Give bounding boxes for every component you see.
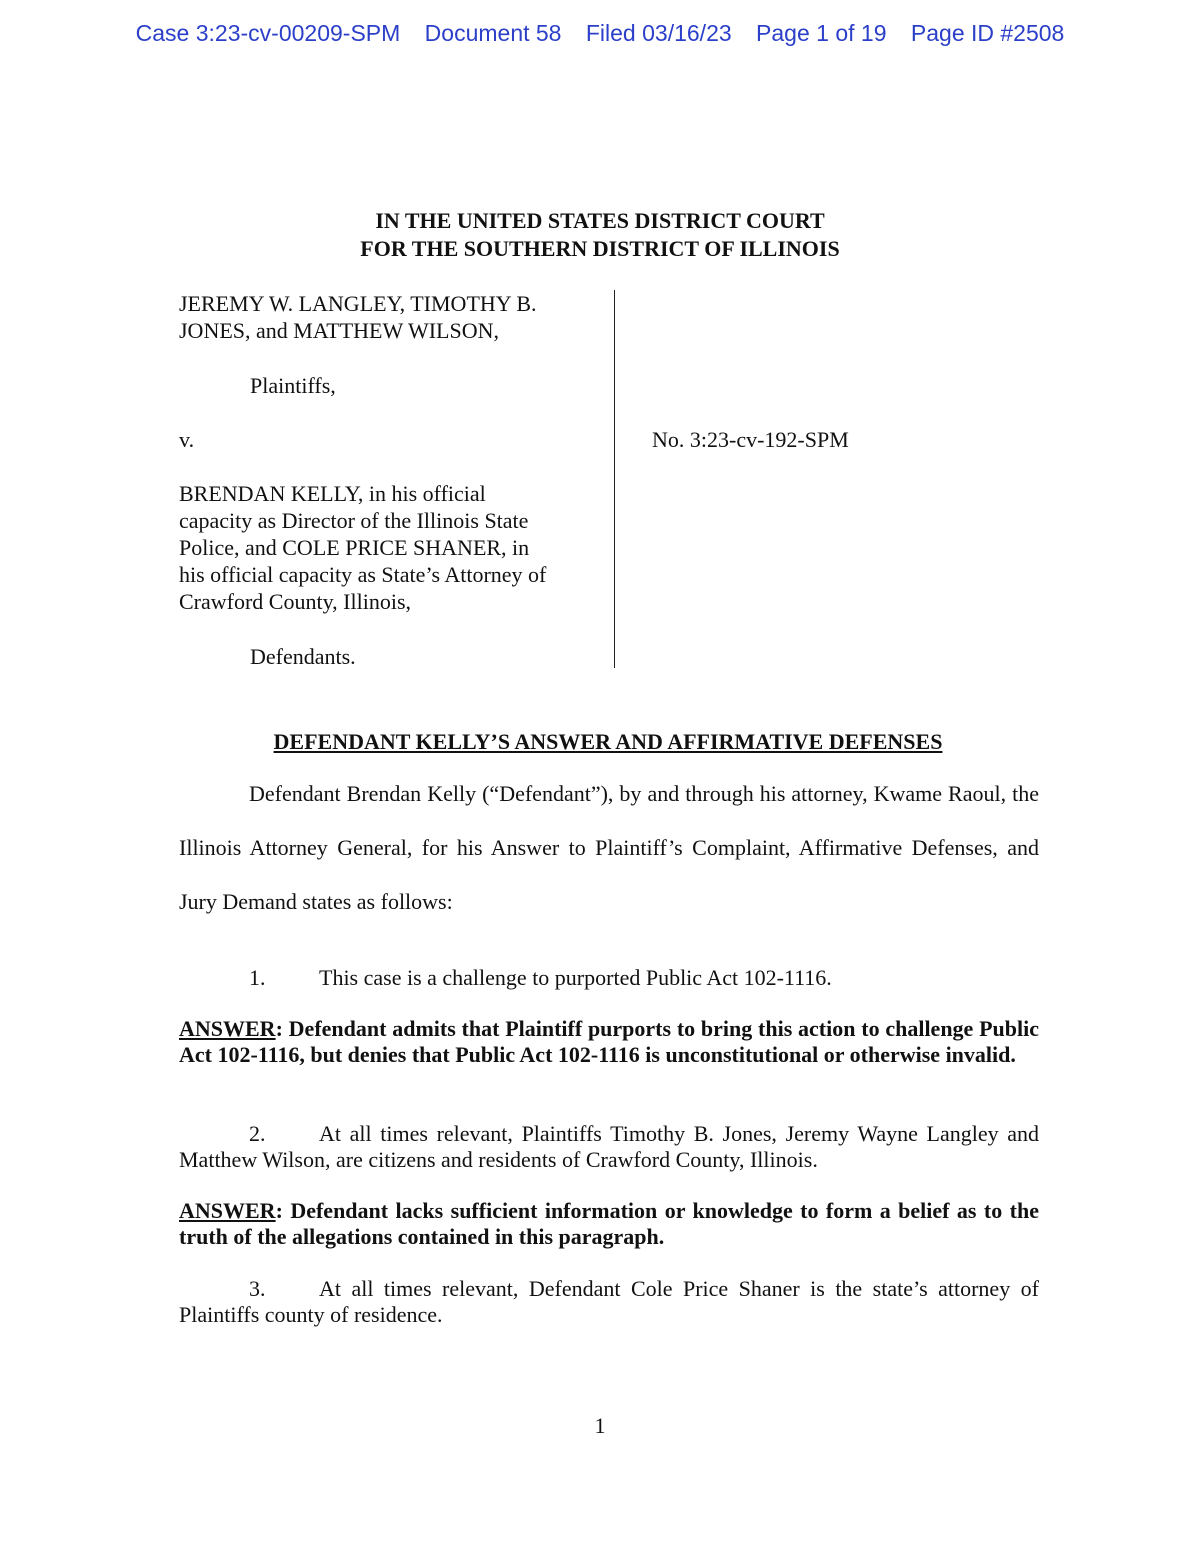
court-line-1: IN THE UNITED STATES DISTRICT COURT: [375, 208, 825, 233]
paragraph-3-text: At all times relevant, Defendant Cole Price Shaner is the state’s attorney of Plaintiffs county of residence.: [179, 1276, 1039, 1327]
answer-2: [179, 1198, 1039, 1250]
header-page-id: Page ID #2508: [910, 20, 1065, 46]
paragraph-2: [179, 1121, 1039, 1173]
caption-divider: [614, 290, 615, 668]
paragraph-3-number: 3.: [249, 1276, 266, 1301]
answer-1-label: ANSWER: [179, 1016, 276, 1041]
court-line-2: FOR THE SOUTHERN DISTRICT OF ILLINOIS: [360, 236, 840, 261]
answer-1: [179, 1016, 1039, 1068]
defendants-line-3: Police, and COLE PRICE SHANER, in: [179, 535, 530, 560]
defendants-names: [179, 480, 584, 615]
defendants-line-1: BRENDAN KELLY, in his official: [179, 481, 486, 506]
paragraph-2-text: At all times relevant, Plaintiffs Timothy B. Jones, Jeremy Wayne Langley and Matthew Wilson, are citizens and residents of Crawford County, Illinois.: [179, 1121, 1039, 1172]
defendants-line-5: Crawford County, Illinois,: [179, 589, 411, 614]
header-case-number: Case 3:23-cv-00209-SPM: [135, 20, 401, 46]
defendants-line-2: capacity as Director of the Illinois State: [179, 508, 529, 533]
plaintiffs-line-2: JONES, and MATTHEW WILSON,: [179, 318, 499, 343]
answer-2-label: ANSWER: [179, 1198, 276, 1223]
ecf-header: [0, 20, 1200, 47]
defendants-label: Defendants.: [250, 644, 356, 669]
header-filed-date: Filed 03/16/23: [585, 20, 732, 46]
answer-2-text: : Defendant lacks sufficient information or knowledge to form a belief as to the truth of the allegations contained in this paragraph.: [179, 1198, 1039, 1249]
paragraph-2-number: 2.: [249, 1121, 266, 1146]
plaintiffs-names: [179, 290, 584, 344]
paragraph-3: [179, 1276, 1039, 1328]
header-document: Document 58: [424, 20, 562, 46]
plaintiffs-label: Plaintiffs,: [250, 373, 336, 398]
defendants-line-4: his official capacity as State’s Attorney of: [179, 562, 547, 587]
paragraph-1: [179, 965, 1039, 991]
answer-1-text: : Defendant admits that Plaintiff purports to bring this action to challenge Public Act 102-1116, but denies that Public Act 102-1116 is unconstitutional or otherwise invalid.: [179, 1016, 1039, 1067]
court-heading: [0, 207, 1200, 263]
paragraph-1-number: 1.: [249, 965, 266, 990]
paragraph-1-text: This case is a challenge to purported Public Act 102-1116.: [319, 965, 832, 990]
page-number: 1: [594, 1413, 606, 1438]
plaintiffs-line-1: JEREMY W. LANGLEY, TIMOTHY B.: [179, 291, 537, 316]
header-page: Page 1 of 19: [756, 20, 887, 46]
versus: v.: [179, 427, 195, 452]
case-number: No. 3:23-cv-192-SPM: [652, 427, 849, 452]
intro-paragraph: Defendant Brendan Kelly (“Defendant”), by and through his attorney, Kwame Raoul, the Illinois Attorney General, for his Answer to Plaintiff’s Complaint, Affirmative Defenses, and Jury Demand states as follows:: [179, 781, 1039, 914]
document-title: DEFENDANT KELLY’S ANSWER AND AFFIRMATIVE DEFENSES: [273, 729, 943, 754]
